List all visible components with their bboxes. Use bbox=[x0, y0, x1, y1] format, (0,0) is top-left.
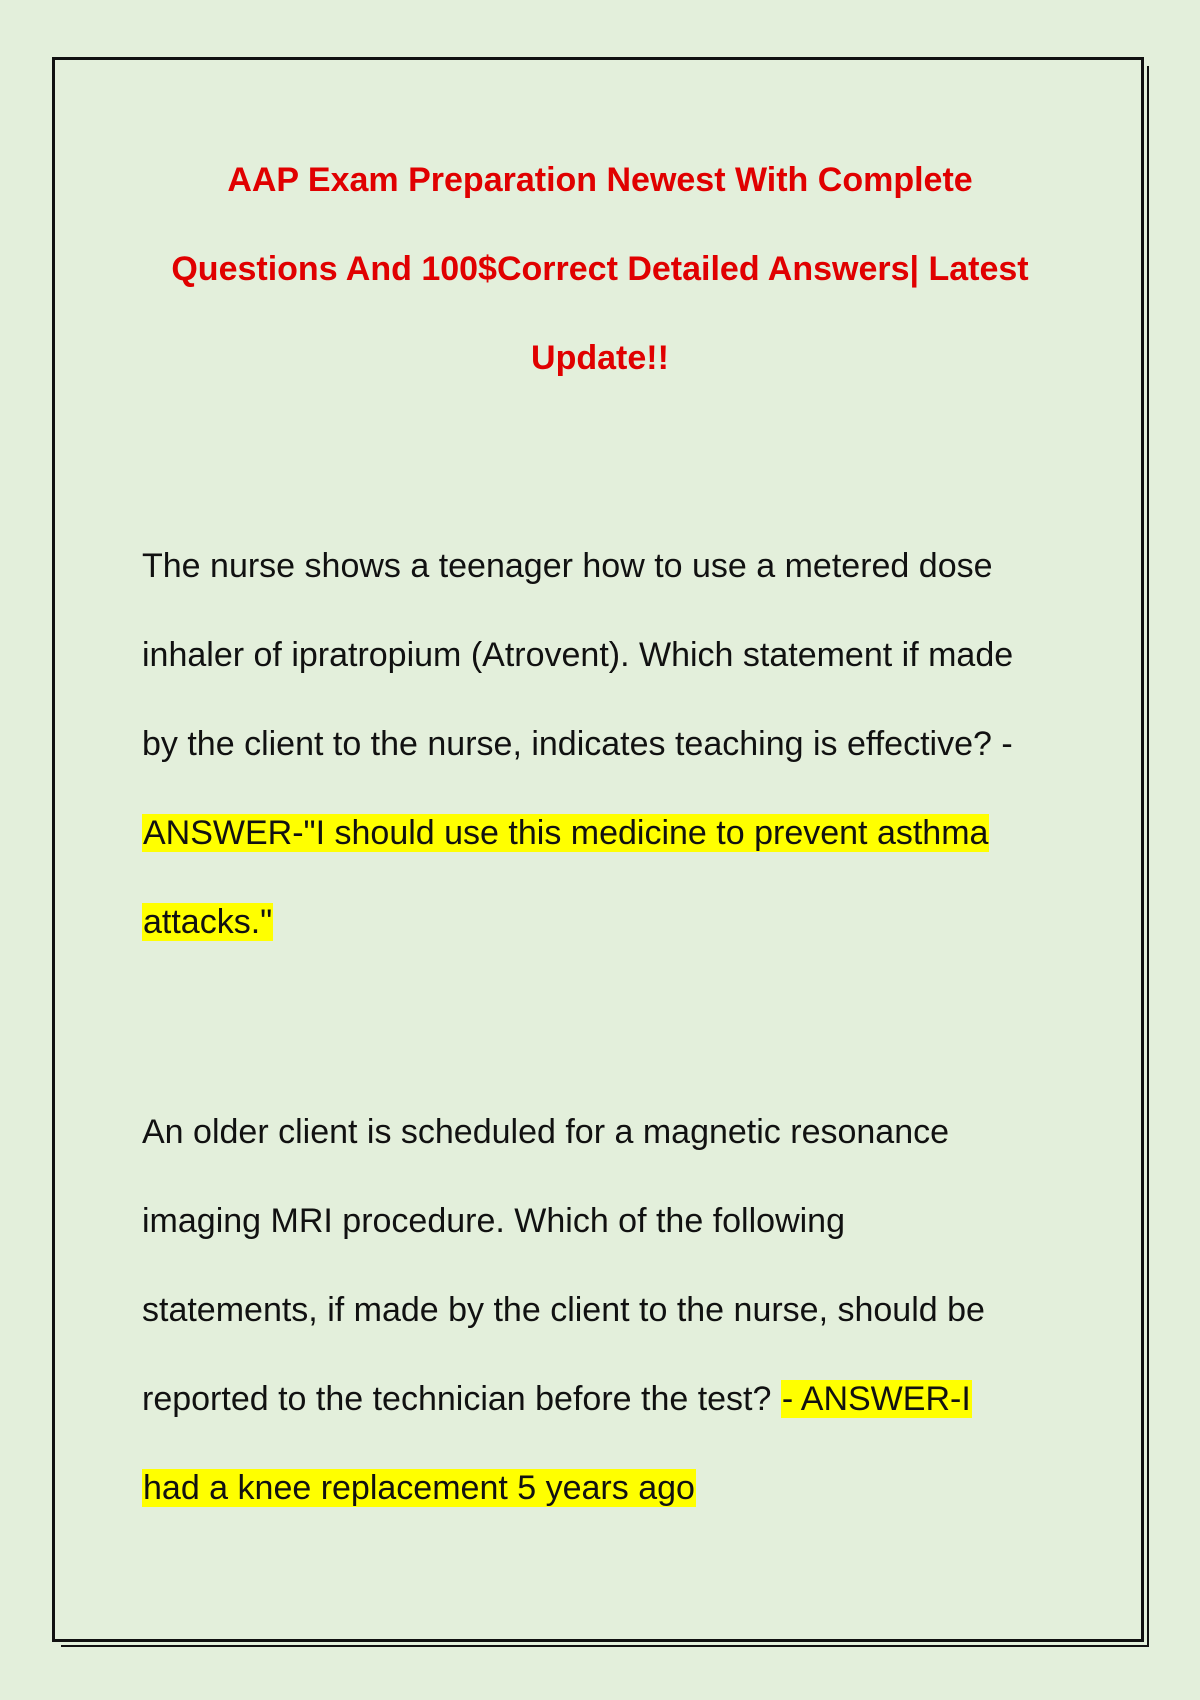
question-line: imaging MRI procedure. Which of the following bbox=[142, 1202, 845, 1240]
title-line: Questions And 100$Correct Detailed Answers| Latest bbox=[171, 250, 1029, 288]
answer-highlight: ANSWER-"I should use this medicine to prevent asthma bbox=[143, 814, 989, 852]
question-block-1 bbox=[142, 522, 1082, 967]
question-block-2 bbox=[142, 1088, 1082, 1533]
answer-highlight: had a knee replacement 5 years ago bbox=[143, 1469, 695, 1507]
title-line: Update!! bbox=[531, 339, 669, 377]
question-answer-line bbox=[142, 1355, 1082, 1444]
answer-highlight: attacks." bbox=[143, 903, 273, 941]
title-line: AAP Exam Preparation Newest With Complete bbox=[227, 161, 973, 199]
question-line: The nurse shows a teenager how to use a metered dose bbox=[142, 547, 993, 585]
question-line: inhaler of ipratropium (Atrovent). Which statement if made bbox=[142, 636, 1014, 674]
question-line-text: reported to the technician before the test? bbox=[142, 1380, 772, 1418]
question-line: by the client to the nurse, indicates teaching is effective? - bbox=[142, 725, 1013, 763]
answer-line-wrap bbox=[142, 878, 1082, 967]
question-line: statements, if made by the client to the nurse, should be bbox=[142, 1291, 985, 1329]
question-line: An older client is scheduled for a magnetic resonance bbox=[142, 1113, 950, 1151]
answer-line-wrap bbox=[142, 1444, 1082, 1533]
answer-line-wrap bbox=[142, 789, 1082, 878]
answer-highlight: - ANSWER-I bbox=[781, 1380, 971, 1418]
document-title bbox=[80, 136, 1120, 403]
